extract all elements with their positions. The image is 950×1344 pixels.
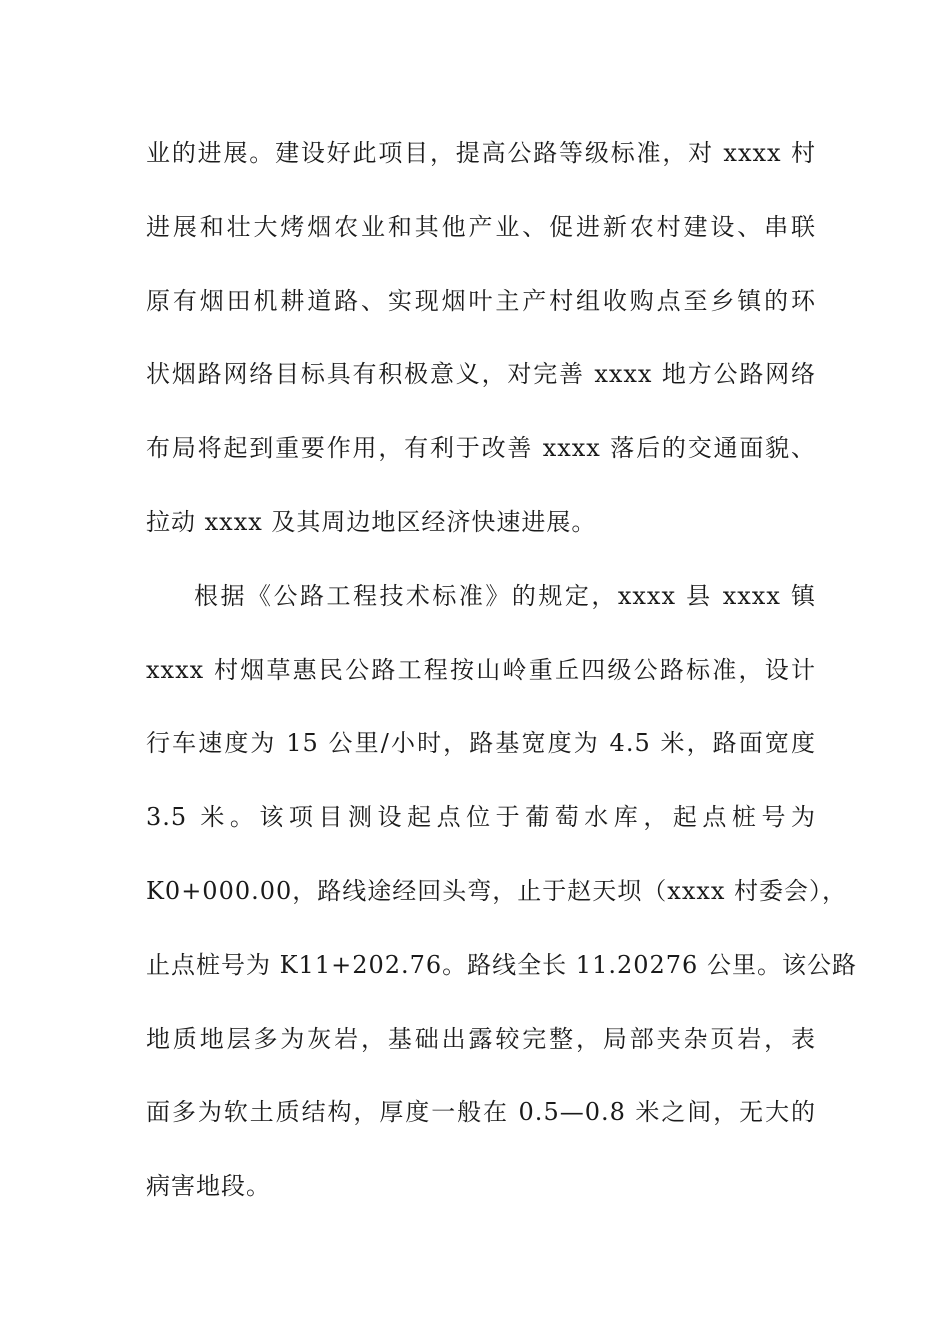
text-line: 面多为软土质结构，厚度一般在 0.5—0.8 米之间，无大的 — [146, 1098, 816, 1127]
text-line: xxxx 村烟草惠民公路工程按山岭重丘四级公路标准，设计 — [146, 655, 816, 684]
text-line: 地质地层多为灰岩，基础出露较完整，局部夹杂页岩，表 — [146, 1024, 816, 1053]
text-line: 3.5 米。该项目测设起点位于葡萄水库，起点桩号为 — [146, 803, 816, 832]
text-line: 进展和壮大烤烟农业和其他产业、促进新农村建设、串联 — [146, 212, 816, 241]
text-line: 病害地段。 — [146, 1172, 271, 1201]
text-line: 根据《公路工程技术标准》的规定，xxxx 县 xxxx 镇 — [194, 581, 816, 610]
text-line: 行车速度为 15 公里/小时，路基宽度为 4.5 米，路面宽度 — [146, 729, 816, 758]
text-line: 原有烟田机耕道路、实现烟叶主产村组收购点至乡镇的环 — [146, 286, 816, 315]
document-body — [146, 128, 857, 1235]
text-line: 布局将起到重要作用，有利于改善 xxxx 落后的交通面貌、 — [146, 434, 816, 463]
text-line: 拉动 xxxx 及其周边地区经济快速进展。 — [146, 507, 597, 536]
text-line: 状烟路网络目标具有积极意义，对完善 xxxx 地方公路网络 — [146, 360, 816, 389]
text-line: 业的进展。建设好此项目，提高公路等级标准，对 xxxx 村 — [146, 139, 816, 167]
text-line: K0+000.00，路线途经回头弯，止于赵天坝（xxxx 村委会）， — [146, 876, 848, 905]
text-line: 止点桩号为 K11+202.76。路线全长 11.20276 公里。该公路 — [146, 950, 857, 979]
